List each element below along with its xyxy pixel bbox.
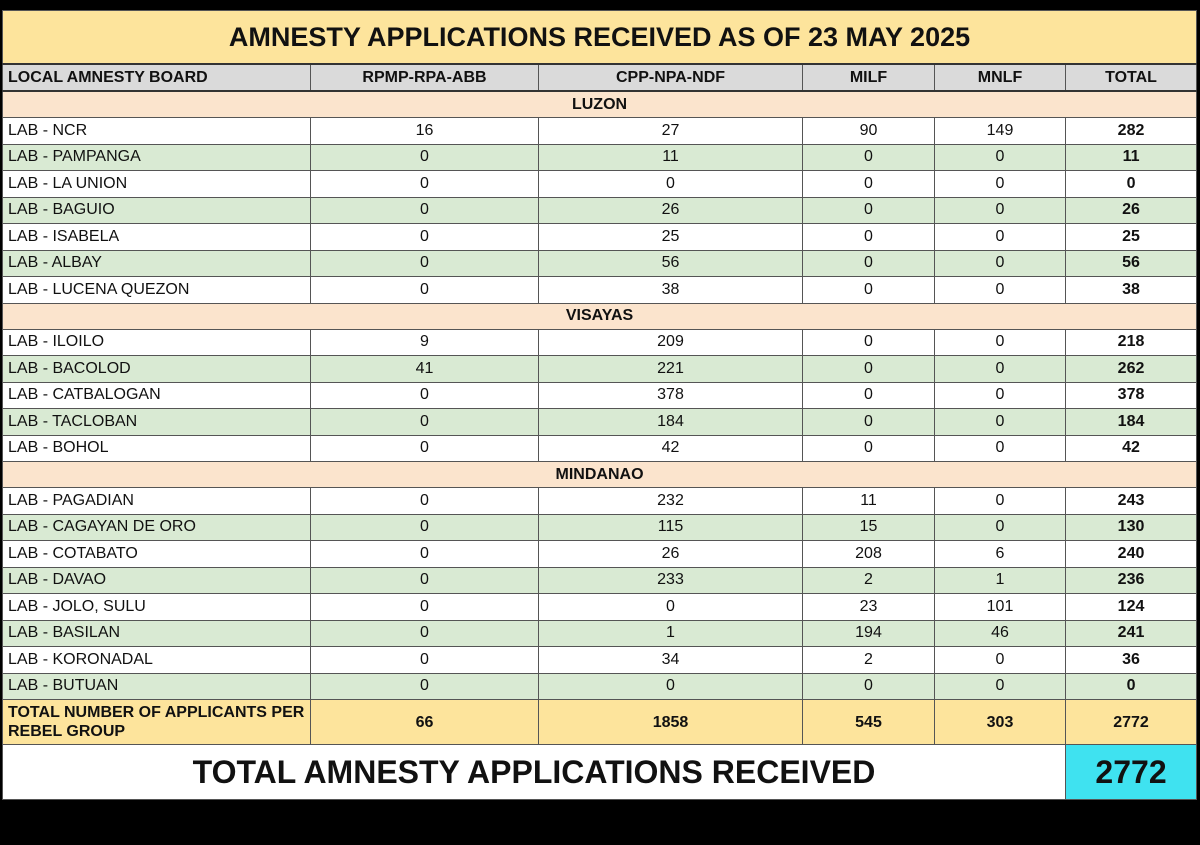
board-name: LAB - COTABATO xyxy=(3,541,311,568)
cell-value: 0 xyxy=(935,673,1066,700)
col-header: MNLF xyxy=(935,64,1066,91)
cell-value: 0 xyxy=(311,382,539,409)
cell-value: 0 xyxy=(803,673,935,700)
cell-value: 243 xyxy=(1066,488,1197,515)
table-row xyxy=(3,541,1197,568)
cell-value: 0 xyxy=(935,250,1066,277)
board-name: LAB - CATBALOGAN xyxy=(3,382,311,409)
total-value: 545 xyxy=(803,700,935,745)
cell-value: 124 xyxy=(1066,594,1197,621)
cell-value: 0 xyxy=(935,197,1066,224)
board-name: LAB - DAVAO xyxy=(3,567,311,594)
cell-value: 11 xyxy=(1066,144,1197,171)
cell-value: 46 xyxy=(935,620,1066,647)
region-row xyxy=(3,303,1197,329)
cell-value: 0 xyxy=(935,224,1066,251)
cell-value: 0 xyxy=(935,382,1066,409)
cell-value: 0 xyxy=(803,144,935,171)
cell-value: 56 xyxy=(539,250,803,277)
cell-value: 115 xyxy=(539,514,803,541)
cell-value: 0 xyxy=(803,250,935,277)
cell-value: 0 xyxy=(311,594,539,621)
table-title: AMNESTY APPLICATIONS RECEIVED AS OF 23 MAY 2025 xyxy=(3,11,1197,65)
cell-value: 56 xyxy=(1066,250,1197,277)
cell-value: 25 xyxy=(1066,224,1197,251)
board-name: LAB - BAGUIO xyxy=(3,197,311,224)
cell-value: 0 xyxy=(311,673,539,700)
cell-value: 0 xyxy=(803,171,935,198)
table-row xyxy=(3,620,1197,647)
cell-value: 209 xyxy=(539,329,803,356)
cell-value: 9 xyxy=(311,329,539,356)
cell-value: 1 xyxy=(539,620,803,647)
region-label: MINDANAO xyxy=(3,462,1197,488)
cell-value: 0 xyxy=(1066,673,1197,700)
cell-value: 101 xyxy=(935,594,1066,621)
cell-value: 0 xyxy=(803,382,935,409)
cell-value: 184 xyxy=(1066,409,1197,436)
region-label: LUZON xyxy=(3,91,1197,118)
total-value: 2772 xyxy=(1066,700,1197,745)
cell-value: 194 xyxy=(803,620,935,647)
table-row xyxy=(3,329,1197,356)
cell-value: 42 xyxy=(1066,435,1197,462)
table-row xyxy=(3,118,1197,145)
cell-value: 2 xyxy=(803,647,935,674)
table-row xyxy=(3,250,1197,277)
board-name: LAB - PAGADIAN xyxy=(3,488,311,515)
cell-value: 0 xyxy=(803,329,935,356)
cell-value: 0 xyxy=(803,197,935,224)
table-row xyxy=(3,409,1197,436)
table-row xyxy=(3,647,1197,674)
total-value: 1858 xyxy=(539,700,803,745)
cell-value: 0 xyxy=(311,277,539,304)
board-name: LAB - BASILAN xyxy=(3,620,311,647)
board-name: LAB - BUTUAN xyxy=(3,673,311,700)
table-row xyxy=(3,224,1197,251)
board-name: LAB - TACLOBAN xyxy=(3,409,311,436)
table-row xyxy=(3,594,1197,621)
cell-value: 0 xyxy=(935,488,1066,515)
table-row xyxy=(3,382,1197,409)
board-name: LAB - ISABELA xyxy=(3,224,311,251)
cell-value: 0 xyxy=(311,409,539,436)
board-name: LAB - JOLO, SULU xyxy=(3,594,311,621)
board-name: LAB - BOHOL xyxy=(3,435,311,462)
table-row xyxy=(3,567,1197,594)
board-name: LAB - LA UNION xyxy=(3,171,311,198)
table-row xyxy=(3,277,1197,304)
cell-value: 0 xyxy=(935,435,1066,462)
cell-value: 0 xyxy=(311,435,539,462)
cell-value: 240 xyxy=(1066,541,1197,568)
cell-value: 0 xyxy=(311,567,539,594)
cell-value: 0 xyxy=(935,647,1066,674)
cell-value: 0 xyxy=(311,541,539,568)
cell-value: 236 xyxy=(1066,567,1197,594)
cell-value: 233 xyxy=(539,567,803,594)
cell-value: 0 xyxy=(539,594,803,621)
cell-value: 378 xyxy=(539,382,803,409)
cell-value: 26 xyxy=(539,541,803,568)
cell-value: 0 xyxy=(1066,171,1197,198)
cell-value: 11 xyxy=(539,144,803,171)
cell-value: 2 xyxy=(803,567,935,594)
cell-value: 0 xyxy=(311,620,539,647)
cell-value: 0 xyxy=(803,356,935,383)
cell-value: 0 xyxy=(311,514,539,541)
cell-value: 0 xyxy=(803,277,935,304)
cell-value: 0 xyxy=(935,514,1066,541)
cell-value: 0 xyxy=(935,171,1066,198)
cell-value: 0 xyxy=(311,197,539,224)
cell-value: 23 xyxy=(803,594,935,621)
cell-value: 41 xyxy=(311,356,539,383)
total-value: 66 xyxy=(311,700,539,745)
region-label: VISAYAS xyxy=(3,303,1197,329)
board-name: LAB - ILOILO xyxy=(3,329,311,356)
cell-value: 0 xyxy=(935,144,1066,171)
total-value: 303 xyxy=(935,700,1066,745)
cell-value: 149 xyxy=(935,118,1066,145)
cell-value: 232 xyxy=(539,488,803,515)
cell-value: 38 xyxy=(539,277,803,304)
cell-value: 38 xyxy=(1066,277,1197,304)
cell-value: 15 xyxy=(803,514,935,541)
cell-value: 0 xyxy=(311,250,539,277)
cell-value: 0 xyxy=(311,224,539,251)
cell-value: 0 xyxy=(539,171,803,198)
table-row xyxy=(3,514,1197,541)
cell-value: 218 xyxy=(1066,329,1197,356)
amnesty-table-sheet xyxy=(2,10,1196,800)
cell-value: 0 xyxy=(935,356,1066,383)
title-row xyxy=(3,11,1197,65)
cell-value: 27 xyxy=(539,118,803,145)
cell-value: 0 xyxy=(803,435,935,462)
region-row xyxy=(3,91,1197,118)
cell-value: 26 xyxy=(539,197,803,224)
cell-value: 0 xyxy=(311,647,539,674)
cell-value: 221 xyxy=(539,356,803,383)
grand-total-label: TOTAL AMNESTY APPLICATIONS RECEIVED xyxy=(3,745,1066,800)
region-row xyxy=(3,462,1197,488)
cell-value: 0 xyxy=(935,329,1066,356)
cell-value: 6 xyxy=(935,541,1066,568)
col-header: RPMP-RPA-ABB xyxy=(311,64,539,91)
totals-row xyxy=(3,700,1197,745)
cell-value: 34 xyxy=(539,647,803,674)
board-name: LAB - PAMPANGA xyxy=(3,144,311,171)
board-name: LAB - KORONADAL xyxy=(3,647,311,674)
table-row xyxy=(3,673,1197,700)
cell-value: 42 xyxy=(539,435,803,462)
table-row xyxy=(3,144,1197,171)
cell-value: 0 xyxy=(311,144,539,171)
board-name: LAB - ALBAY xyxy=(3,250,311,277)
col-header: TOTAL xyxy=(1066,64,1197,91)
amnesty-table xyxy=(2,10,1197,800)
cell-value: 0 xyxy=(935,277,1066,304)
cell-value: 1 xyxy=(935,567,1066,594)
cell-value: 378 xyxy=(1066,382,1197,409)
cell-value: 25 xyxy=(539,224,803,251)
totals-label: TOTAL NUMBER OF APPLICANTS PER REBEL GROUP xyxy=(3,700,311,745)
table-row xyxy=(3,356,1197,383)
col-header: LOCAL AMNESTY BOARD xyxy=(3,64,311,91)
cell-value: 90 xyxy=(803,118,935,145)
cell-value: 0 xyxy=(539,673,803,700)
table-row xyxy=(3,435,1197,462)
cell-value: 36 xyxy=(1066,647,1197,674)
cell-value: 0 xyxy=(311,488,539,515)
cell-value: 26 xyxy=(1066,197,1197,224)
cell-value: 16 xyxy=(311,118,539,145)
cell-value: 11 xyxy=(803,488,935,515)
cell-value: 208 xyxy=(803,541,935,568)
table-row xyxy=(3,488,1197,515)
grand-total-row xyxy=(3,745,1197,800)
board-name: LAB - NCR xyxy=(3,118,311,145)
table-row xyxy=(3,171,1197,198)
cell-value: 262 xyxy=(1066,356,1197,383)
cell-value: 282 xyxy=(1066,118,1197,145)
grand-total-value: 2772 xyxy=(1066,745,1197,800)
col-header: MILF xyxy=(803,64,935,91)
board-name: LAB - CAGAYAN DE ORO xyxy=(3,514,311,541)
header-row xyxy=(3,64,1197,91)
table-row xyxy=(3,197,1197,224)
cell-value: 184 xyxy=(539,409,803,436)
cell-value: 0 xyxy=(803,224,935,251)
board-name: LAB - BACOLOD xyxy=(3,356,311,383)
cell-value: 0 xyxy=(311,171,539,198)
cell-value: 130 xyxy=(1066,514,1197,541)
cell-value: 0 xyxy=(935,409,1066,436)
cell-value: 0 xyxy=(803,409,935,436)
board-name: LAB - LUCENA QUEZON xyxy=(3,277,311,304)
cell-value: 241 xyxy=(1066,620,1197,647)
col-header: CPP-NPA-NDF xyxy=(539,64,803,91)
